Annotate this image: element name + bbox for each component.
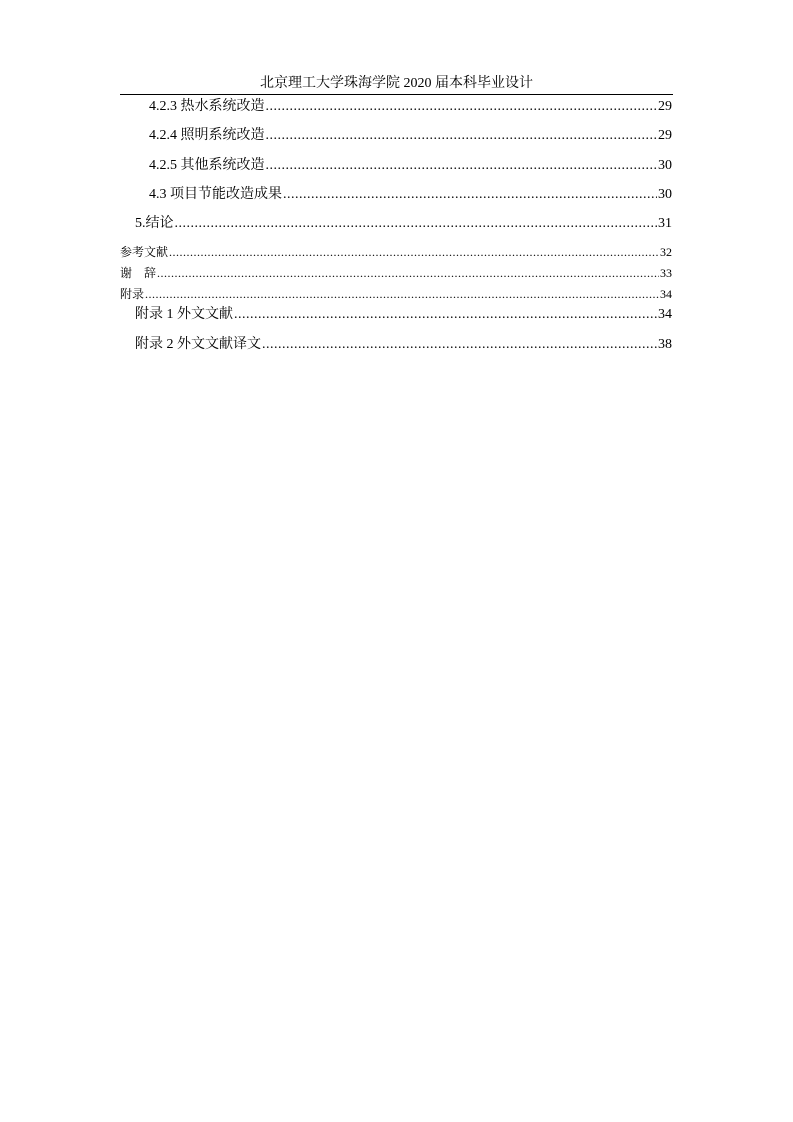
- toc-entry-page: 31: [658, 216, 672, 231]
- toc-entry-title: 参考文献: [120, 245, 169, 259]
- toc-entry-page: 32: [660, 245, 672, 259]
- toc-entry-page: 33: [660, 266, 672, 280]
- toc-dot-leader: [266, 156, 658, 176]
- toc-entry-page: 29: [658, 128, 672, 143]
- toc-entry-page: 29: [658, 99, 672, 114]
- toc-entry-title: 4.3 项目节能改造成果: [149, 187, 282, 202]
- toc-entry-acknowledgements[interactable]: [120, 265, 672, 281]
- toc-dot-leader: [234, 305, 657, 325]
- toc-entry-4-2-4[interactable]: [149, 126, 672, 146]
- toc-entry-appendix-2[interactable]: [135, 335, 672, 355]
- toc-entry-5[interactable]: [135, 214, 672, 234]
- toc-entry-page: 38: [658, 337, 672, 352]
- toc-entry-page: 34: [660, 287, 672, 301]
- toc-entry-title: 4.2.3 热水系统改造: [149, 99, 265, 114]
- toc-entry-appendix-1[interactable]: [135, 305, 672, 325]
- toc-entry-page: 30: [658, 158, 672, 173]
- toc-dot-leader: [266, 126, 658, 146]
- toc-dot-leader: [169, 244, 659, 260]
- toc-entry-title: 4.2.5 其他系统改造: [149, 158, 265, 173]
- toc-entry-page: 30: [658, 187, 672, 202]
- toc-entry-appendix[interactable]: [120, 286, 672, 302]
- toc-dot-leader: [266, 97, 658, 117]
- toc-entry-title: 4.2.4 照明系统改造: [149, 128, 265, 143]
- toc-entry-title: 附录: [120, 287, 145, 301]
- toc-dot-leader: [145, 286, 659, 302]
- toc-dot-leader: [262, 335, 657, 355]
- toc-entry-title: 附录 1 外文文献: [135, 307, 233, 322]
- toc-entry-title: 附录 2 外文文献译文: [135, 337, 261, 352]
- toc-dot-leader: [157, 265, 659, 281]
- page-header: 北京理工大学珠海学院 2020 届本科毕业设计: [260, 76, 533, 91]
- toc-dot-leader: [175, 214, 658, 234]
- toc-entry-page: 34: [658, 307, 672, 322]
- toc-entry-4-2-5[interactable]: [149, 156, 672, 176]
- toc-entry-4-3[interactable]: [149, 185, 672, 205]
- toc-entry-4-2-3[interactable]: [149, 97, 672, 117]
- toc-entry-title: 谢 辞: [120, 266, 157, 280]
- toc-dot-leader: [283, 185, 657, 205]
- toc-entry-title: 5.结论: [135, 216, 174, 231]
- toc-entry-references[interactable]: [120, 244, 672, 260]
